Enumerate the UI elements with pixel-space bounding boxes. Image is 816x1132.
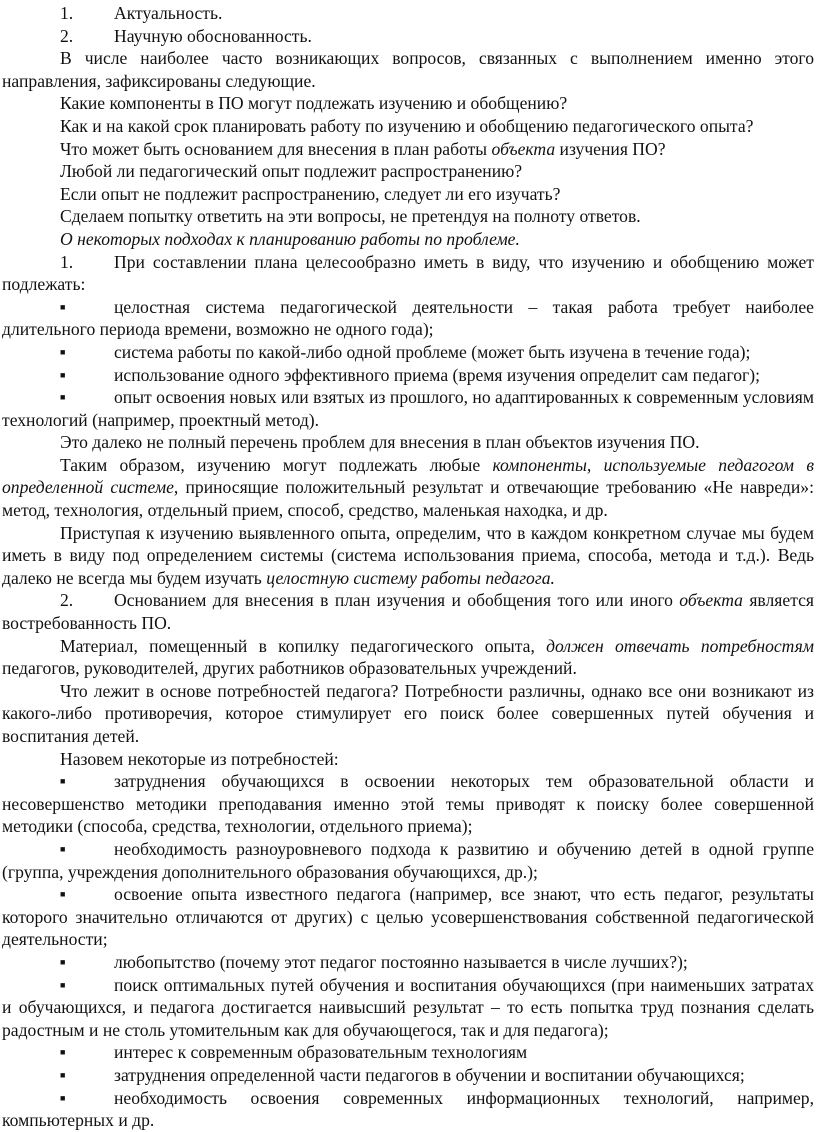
- bullet-icon: ■: [60, 979, 66, 990]
- italic-text: компоненты, используемые педагогом в определенной системе: [2, 454, 814, 498]
- italic-text: объекта: [491, 138, 556, 159]
- question-line: Какие компоненты в ПО могут подлежать изучению и обобщению?: [60, 93, 568, 114]
- bullet-icon: ■: [60, 1047, 66, 1058]
- italic-text: целостную систему работы педагога.: [266, 567, 555, 588]
- question-line: Если опыт не подлежит распространению, следует ли его изучать?: [60, 183, 561, 204]
- bullet-text: поиск оптимальных путей обучения и воспитания обучающихся (при наименьших затратах и обучающихся, и педагога достигается наивысший результат – то есть попытка труд познания сделать радостным и не столь утомительным как для обучающегося, так и для педагога);: [2, 974, 814, 1040]
- bullet-text: система работы по какой-либо одной проблеме (может быть изучена в течение года);: [114, 341, 751, 362]
- text-run: является востребованность ПО.: [2, 590, 814, 634]
- item-number: 1.: [60, 3, 74, 23]
- bullet-icon: ■: [60, 369, 66, 380]
- bullet-text: использование одного эффективного приема (время изучения определит сам педагог);: [114, 364, 760, 385]
- bullet-item: [2, 951, 814, 974]
- text-run: Основанием для внесения в план изучения и обобщения того или иного: [114, 590, 680, 611]
- item-text: При составлении плана целесообразно иметь в виду, что изучению и обобщению может подлежать:: [2, 251, 814, 295]
- question-line: [2, 138, 814, 161]
- bullet-icon: ■: [60, 843, 66, 854]
- bullet-item: [2, 1064, 814, 1087]
- text-run: Что может быть основанием для внесения в план работы: [60, 138, 492, 159]
- text-run: , приносящие положительный результат и отвечающие требованию «Не навреди»: метод, технология, отдельный прием, способ, средство, маленькая находка, и др.: [2, 477, 814, 521]
- item-number: 2.: [60, 590, 74, 611]
- text-run: изучения ПО?: [555, 138, 666, 159]
- bullet-icon: ■: [60, 889, 66, 900]
- section-heading: О некоторых подходах к планированию работы по проблеме.: [60, 228, 520, 249]
- bullet-icon: ■: [60, 776, 66, 787]
- question-line: Любой ли педагогический опыт подлежит распространению?: [60, 161, 523, 182]
- bullet-text: интерес к современным образовательным технологиям: [114, 1042, 528, 1063]
- numbered-item: [2, 2, 814, 25]
- bullet-item: [2, 1041, 814, 1064]
- bullet-text: любопытство (почему этот педагог постоянно называется в числе лучших?);: [114, 951, 688, 972]
- paragraph: Что лежит в основе потребностей педагога? Потребности различны, однако все они возникают из какого-либо противоречия, которое стимулирует его поиск более совершенных путей обучения и воспитания детей.: [2, 680, 814, 746]
- text-run: Таким образом, изучению могут подлежать любые: [60, 454, 493, 475]
- item-number: 2.: [60, 25, 74, 46]
- italic-text: должен отвечать потребностям: [546, 635, 814, 656]
- item-text: Актуальность.: [114, 3, 223, 23]
- text-run: Материал, помещенный в копилку педагогического опыта,: [60, 635, 547, 656]
- bullet-text: освоение опыта известного педагога (например, все знают, что есть педагог, результаты которого значительно отличаются от других) с целью усовершенствования собственной педагогической деятельности;: [2, 884, 814, 950]
- bullet-text: затруднения обучающихся в освоении некоторых тем образовательной области и несовершенство методики преподавания именно этой темы приводят к поиску более совершенной методики (способа, средства, технологии, отдельного приема);: [2, 771, 814, 837]
- paragraph: В числе наиболее часто возникающих вопросов, связанных с выполнением именно этого направления, зафиксированы следующие.: [2, 48, 814, 91]
- item-text: Научную обоснованность.: [114, 25, 312, 46]
- numbered-item: [2, 589, 814, 634]
- bullet-item: [2, 838, 814, 883]
- italic-text: объекта: [679, 590, 743, 611]
- paragraph: [2, 454, 814, 522]
- question-line: Как и на какой срок планировать работу по изучению и обобщению педагогического опыта?: [60, 115, 754, 136]
- bullet-icon: ■: [60, 392, 66, 403]
- bullet-item: [2, 296, 814, 341]
- bullet-text: затруднения определенной части педагогов в обучении и воспитании обучающихся;: [114, 1064, 745, 1085]
- bullet-icon: ■: [60, 301, 66, 312]
- bullet-item: [2, 770, 814, 838]
- bullet-text: опыт освоения новых или взятых из прошлого, но адаптированных к современным условиям технологий (например, проектный метод).: [2, 387, 814, 430]
- bullet-icon: ■: [60, 956, 66, 967]
- text-run: Приступая к изучению выявленного опыта, определим, что в каждом конкретном случае мы будем иметь в виду под определением системы (система использования приема, способа, метода и т.д.). Ведь далеко не всегда мы будем изучать: [2, 522, 814, 588]
- numbered-item: [2, 25, 814, 48]
- bullet-text: необходимость освоения современных информационных технологий, например, компьютерных и др.: [2, 1087, 814, 1131]
- paragraph: [2, 522, 814, 590]
- text-run: педагогов, руководителей, других работников образовательных учреждений.: [2, 658, 577, 679]
- bullet-item: [2, 1087, 814, 1132]
- paragraph: [2, 635, 814, 680]
- bullet-item: [2, 364, 814, 387]
- item-number: 1.: [60, 251, 74, 272]
- bullet-item: [2, 341, 814, 364]
- paragraph: Это далеко не полный перечень проблем для внесения в план объектов изучения ПО.: [60, 432, 700, 453]
- bullet-item: [2, 883, 814, 951]
- bullet-icon: ■: [60, 1092, 66, 1103]
- bullet-icon: ■: [60, 346, 66, 357]
- bullet-item: [2, 974, 814, 1042]
- paragraph: Сделаем попытку ответить на эти вопросы, не претендуя на полноту ответов.: [60, 206, 641, 227]
- bullet-item: [2, 386, 814, 431]
- paragraph: Назовем некоторые из потребностей:: [60, 748, 339, 769]
- bullet-text: необходимость разноуровневого подхода к развитию и обучению детей в одной группе (группа, учреждения дополнительного образования обучающихся, др.);: [2, 838, 814, 882]
- numbered-item: [2, 251, 814, 296]
- bullet-text: целостная система педагогической деятельности – такая работа требует наиболее длительного периода времени, возможно не одного года);: [2, 296, 814, 340]
- bullet-icon: ■: [60, 1069, 66, 1080]
